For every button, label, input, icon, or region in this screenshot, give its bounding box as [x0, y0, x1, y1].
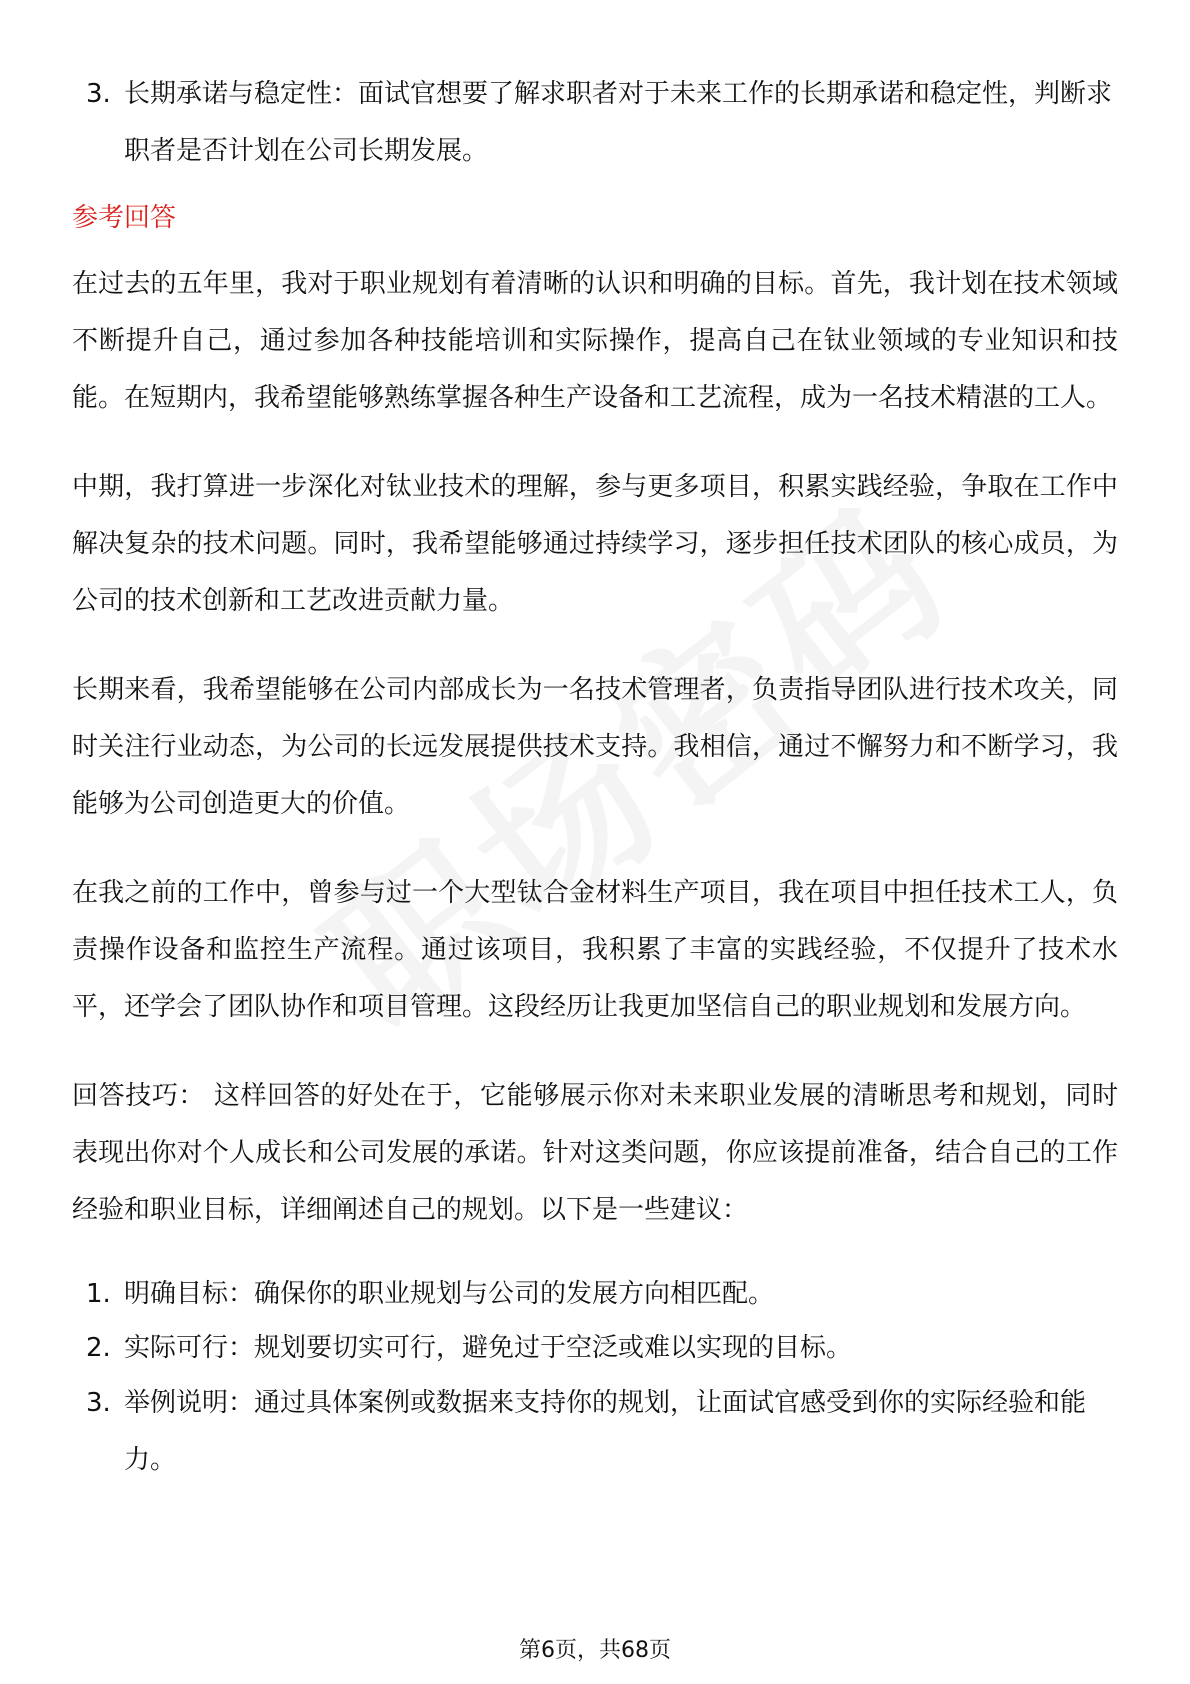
list-item: [72, 1267, 1118, 1321]
page-number-footer: 第6页，共68页: [519, 1638, 671, 1663]
answer-tips-paragraph: 回答技巧： 这样回答的好处在于，它能够展示你对未来职业发展的清晰思考和规划，同时表现出你对个人成长和公司发展的承诺。针对这类问题，你应该提前准备，结合自己的工作经验和职业目标，详细阐述自己的规划。以下是一些建议：: [72, 1081, 1118, 1225]
list-number: 3.: [86, 1388, 111, 1418]
list-text: 举例说明：通过具体案例或数据来支持你的规划，让面试官感受到你的实际经验和能力。: [124, 1388, 1087, 1475]
answer-paragraph-2: 中期，我打算进一步深化对钛业技术的理解，参与更多项目，积累实践经验，争取在工作中解决复杂的技术问题。同时，我希望能够通过持续学习，逐步担任技术团队的核心成员，为公司的技术创新和工艺改进贡献力量。: [72, 472, 1118, 616]
list-item: [72, 66, 1118, 180]
list-number: 2.: [86, 1333, 111, 1363]
list-number: 3.: [86, 79, 111, 109]
reference-answer-heading: 参考回答: [72, 203, 177, 233]
page-content: [72, 66, 1118, 1489]
answer-paragraph-3: 长期来看，我希望能够在公司内部成长为一名技术管理者，负责指导团队进行技术攻关，同时关注行业动态，为公司的长远发展提供技术支持。我相信，通过不懈努力和不断学习，我能够为公司创造更大的价值。: [72, 675, 1118, 819]
top-list: [72, 66, 1118, 180]
list-text: 实际可行：规划要切实可行，避免过于空泛或难以实现的目标。: [124, 1333, 853, 1363]
list-text: 明确目标：确保你的职业规划与公司的发展方向相匹配。: [124, 1279, 775, 1309]
list-item: [72, 1375, 1118, 1489]
list-item: [72, 1321, 1118, 1375]
list-number: 1.: [86, 1279, 111, 1309]
suggestion-list: [72, 1267, 1118, 1489]
answer-paragraph-4: 在我之前的工作中，曾参与过一个大型钛合金材料生产项目，我在项目中担任技术工人，负责操作设备和监控生产流程。通过该项目，我积累了丰富的实践经验，不仅提升了技术水平，还学会了团队协作和项目管理。这段经历让我更加坚信自己的职业规划和发展方向。: [72, 878, 1118, 1022]
answer-paragraph-1: 在过去的五年里，我对于职业规划有着清晰的认识和明确的目标。首先，我计划在技术领域不断提升自己，通过参加各种技能培训和实际操作，提高自己在钛业领域的专业知识和技能。在短期内，我希望能够熟练掌握各种生产设备和工艺流程，成为一名技术精湛的工人。: [72, 269, 1118, 413]
list-text: 长期承诺与稳定性：面试官想要了解求职者对于未来工作的长期承诺和稳定性，判断求职者是否计划在公司长期发展。: [124, 79, 1113, 166]
